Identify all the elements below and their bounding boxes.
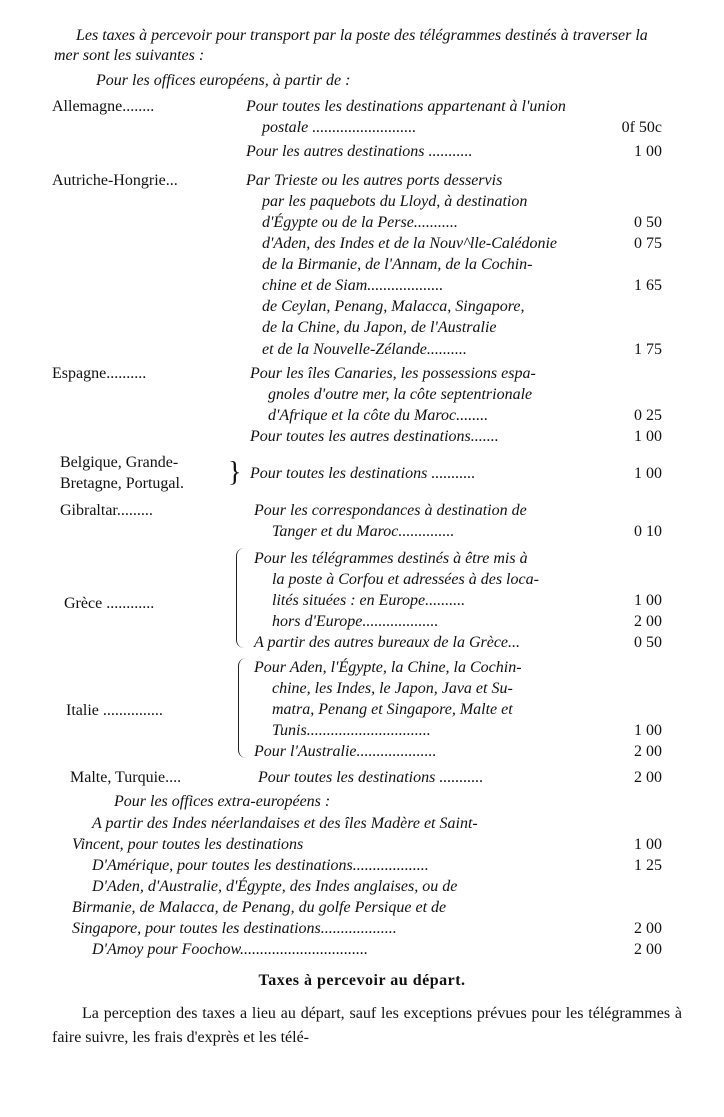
text-line: chine et de Siam................... bbox=[262, 277, 444, 294]
amount: 1 65 bbox=[634, 277, 662, 294]
text-line: de Ceylan, Penang, Malacca, Singapore, bbox=[262, 298, 525, 315]
section-extra-heading: Pour les offices extra-européens : bbox=[114, 793, 331, 810]
amount: 1 00 bbox=[634, 143, 662, 160]
text-line: Pour Aden, l'Égypte, la Chine, la Cochin- bbox=[254, 659, 522, 676]
text-line: Singapore, pour toutes les destinations................... bbox=[72, 920, 397, 937]
text-line: Pour toutes les destinations ........... bbox=[258, 769, 484, 786]
country-bretagne-portugal: Bretagne, Portugal. bbox=[60, 475, 184, 492]
amount: 1 00 bbox=[634, 428, 662, 445]
text-line: gnoles d'outre mer, la côte septentrionale bbox=[268, 386, 533, 403]
text-line: hors d'Europe................... bbox=[272, 613, 439, 630]
text-line: D'Aden, d'Australie, d'Égypte, des Indes anglaises, ou de bbox=[92, 878, 458, 895]
text-line: d'Aden, des Indes et de la Nouv^lle-Calédonie bbox=[262, 235, 557, 252]
text-line: Pour toutes les destinations ........... bbox=[250, 465, 476, 482]
amount: 2 00 bbox=[634, 743, 662, 760]
text-line: A partir des Indes néerlandaises et des îles Madère et Saint- bbox=[92, 815, 478, 832]
brace-icon bbox=[238, 658, 249, 758]
amount: 0f 50c bbox=[621, 119, 662, 136]
country-autriche-hongrie: Autriche-Hongrie... bbox=[52, 172, 178, 189]
text-line: lités situées : en Europe.......... bbox=[272, 592, 466, 609]
amount: 2 00 bbox=[634, 941, 662, 958]
text-line: la poste à Corfou et adressées à des loca- bbox=[272, 571, 539, 588]
amount: 1 00 bbox=[634, 465, 662, 482]
amount: 0 75 bbox=[634, 235, 662, 252]
section-heading: Taxes à percevoir au départ. bbox=[258, 972, 466, 989]
country-malte-turquie: Malte, Turquie.... bbox=[70, 769, 182, 786]
country-italie: Italie ............... bbox=[66, 702, 163, 719]
text-line: Pour les télégrammes destinés à être mis à bbox=[254, 550, 528, 567]
amount: 0 50 bbox=[634, 634, 662, 651]
text-line: Tanger et du Maroc.............. bbox=[272, 523, 455, 540]
country-espagne: Espagne.......... bbox=[52, 365, 147, 382]
text-line: A partir des autres bureaux de la Grèce... bbox=[254, 634, 521, 651]
body-paragraph: La perception des taxes a lieu au départ, sauf les exceptions prévues pour les télégrammes à faire suivre, les frais d'exprès et les télé- bbox=[52, 1005, 682, 1046]
amount: 1 00 bbox=[634, 592, 662, 609]
amount: 0 10 bbox=[634, 523, 662, 540]
intro-paragraph: Les taxes à percevoir pour transport par la poste des télégrammes destinés à traverser la mer sont les suivantes : bbox=[54, 27, 648, 64]
text-line: de la Chine, du Japon, de l'Australie bbox=[262, 319, 497, 336]
amount: 1 25 bbox=[634, 857, 662, 874]
text-line: d'Afrique et la côte du Maroc........ bbox=[268, 407, 489, 424]
text-line: Vincent, pour toutes les destinations bbox=[72, 836, 304, 853]
amount: 1 00 bbox=[634, 836, 662, 853]
text-line: Pour les correspondances à destination de bbox=[254, 502, 527, 519]
text-line: D'Amoy pour Foochow................................ bbox=[92, 941, 368, 958]
amount: 2 00 bbox=[634, 920, 662, 937]
text-line: et de la Nouvelle-Zélande.......... bbox=[262, 341, 467, 358]
amount: 0 25 bbox=[634, 407, 662, 424]
amount: 1 00 bbox=[634, 722, 662, 739]
section-europe-heading: Pour les offices européens, à partir de : bbox=[96, 72, 351, 89]
text-line: Birmanie, de Malacca, de Penang, du golfe Persique et de bbox=[72, 899, 447, 916]
brace-icon bbox=[236, 548, 247, 648]
text-line: par les paquebots du Lloyd, à destination bbox=[262, 193, 528, 210]
text-line: chine, les Indes, le Japon, Java et Su- bbox=[272, 680, 513, 697]
text-line: Pour les autres destinations ........... bbox=[246, 143, 473, 160]
text-line: D'Amérique, pour toutes les destinations................... bbox=[92, 857, 429, 874]
text-line: Pour toutes les destinations appartenant à l'union bbox=[246, 98, 566, 115]
text-line: Pour l'Australie.................... bbox=[254, 743, 437, 760]
text-line: de la Birmanie, de l'Annam, de la Cochin- bbox=[262, 256, 533, 273]
amount: 1 75 bbox=[634, 341, 662, 358]
text-line: Par Trieste ou les autres ports desservis bbox=[246, 172, 503, 189]
country-gibraltar: Gibraltar......... bbox=[60, 502, 153, 519]
text-line: Tunis............................... bbox=[272, 722, 431, 739]
text-line: d'Égypte ou de la Perse........... bbox=[262, 214, 458, 231]
text-line: postale .......................... bbox=[262, 119, 417, 136]
amount: 0 50 bbox=[634, 214, 662, 231]
country-belgique: Belgique, Grande- bbox=[60, 454, 179, 471]
country-allemagne: Allemagne........ bbox=[52, 98, 155, 115]
amount: 2 00 bbox=[634, 769, 662, 786]
text-line: Pour toutes les autres destinations....... bbox=[250, 428, 499, 445]
brace-icon: } bbox=[228, 457, 242, 488]
text-line: matra, Penang et Singapore, Malte et bbox=[272, 701, 513, 718]
text-line: Pour les îles Canaries, les possessions espa- bbox=[250, 365, 536, 382]
country-grece: Grèce ............ bbox=[64, 595, 155, 612]
amount: 2 00 bbox=[634, 613, 662, 630]
